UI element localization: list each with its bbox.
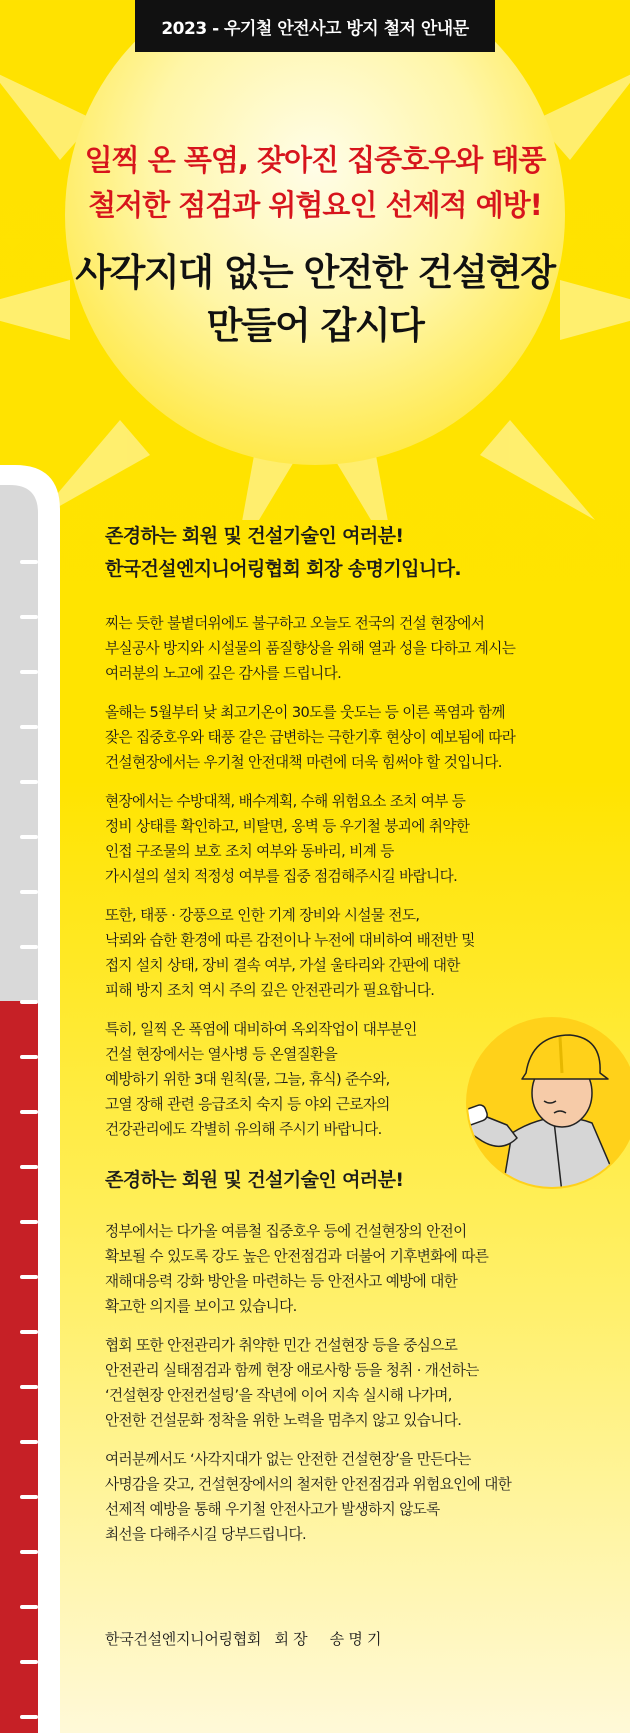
- text-line: 피해 방지 조치 역시 주의 깊은 안전관리가 필요합니다.: [105, 982, 435, 999]
- text-line: 확고한 의지를 보이고 있습니다.: [105, 1298, 297, 1315]
- text-line: 올해는 5월부터 낮 최고기온이 30도를 웃도는 등 이른 폭염과 함께: [105, 704, 505, 721]
- headline-red-line1: 일찍 온 폭염, 잦아진 집중호우와 태풍: [84, 143, 546, 177]
- signature: 한국건설엔지니어링협회 회 장 송 명 기: [105, 1630, 382, 1648]
- paragraph-request: [105, 1447, 595, 1547]
- text-line: 또한, 태풍 · 강풍으로 인한 기계 장비와 시설물 전도,: [105, 907, 420, 924]
- text-line: 현장에서는 수방대책, 배수계획, 수해 위험요소 조치 여부 등: [105, 793, 466, 810]
- thermometer-tick: [20, 1000, 38, 1004]
- text-line: 특히, 일찍 온 폭염에 대비하여 옥외작업이 대부분인: [105, 1021, 417, 1038]
- thermometer-tick: [20, 1110, 38, 1114]
- text-line: 여러분께서도 ‘사각지대가 없는 안전한 건설현장’을 만든다는: [105, 1451, 471, 1468]
- text-line: 정비 상태를 확인하고, 비탈면, 옹벽 등 우기철 붕괴에 취약한: [105, 818, 470, 835]
- thermometer-tick: [20, 1330, 38, 1334]
- headline-black-line2: 만들어 갑시다: [206, 304, 424, 347]
- paragraph-heatwave: [105, 700, 595, 775]
- thermometer-tick: [20, 780, 38, 784]
- text-line: 건설 현장에서는 열사병 등 온열질환을: [105, 1046, 338, 1063]
- thermometer-tick: [20, 560, 38, 564]
- text-line: 확보될 수 있도록 강도 높은 안전점검과 더불어 기후변화에 따른: [105, 1248, 489, 1265]
- thermometer-tick: [20, 945, 38, 949]
- text-line: 인접 구조물의 보호 조치 여부와 동바리, 비계 등: [105, 843, 394, 860]
- greeting-line2: 한국건설엔지니어링협회 회장 송명기입니다.: [105, 558, 461, 580]
- greeting-line1: 존경하는 회원 및 건설기술인 여러분!: [105, 525, 404, 547]
- text-line: 건강관리에도 각별히 유의해 주시기 바랍니다.: [105, 1121, 382, 1138]
- headline-red-line2: 철저한 점검과 위험요인 선제적 예방!: [88, 188, 542, 222]
- thermometer-tick: [20, 890, 38, 894]
- greeting-line: 존경하는 회원 및 건설기술인 여러분!: [105, 1169, 404, 1191]
- text-line: 건설현장에서는 우기철 안전대책 마련에 더욱 힘써야 할 것입니다.: [105, 754, 502, 771]
- thermometer-tick: [20, 1495, 38, 1499]
- paragraph-association: [105, 1333, 595, 1433]
- thermometer-tick: [20, 1550, 38, 1554]
- greeting-block: [105, 520, 595, 586]
- thermometer-tick: [20, 1220, 38, 1224]
- text-line: 예방하기 위한 3대 원칙(물, 그늘, 휴식) 준수와,: [105, 1071, 390, 1088]
- thermometer-tick: [20, 1440, 38, 1444]
- paragraph-government: [105, 1219, 595, 1319]
- text-line: 부실공사 방지와 시설물의 품질향상을 위해 열과 성을 다하고 계시는: [105, 640, 516, 657]
- thermometer-tick: [20, 1660, 38, 1664]
- thermometer-tick: [20, 1275, 38, 1279]
- thermometer-tick: [20, 670, 38, 674]
- paragraph-inspection: [105, 789, 595, 889]
- thermometer-tick: [20, 1055, 38, 1059]
- headline-black-line1: 사각지대 없는 안전한 건설현장: [75, 251, 555, 294]
- text-line: ‘건설현장 안전컨설팅’을 작년에 이어 지속 실시해 나가며,: [105, 1387, 452, 1404]
- thermometer-tick: [20, 1165, 38, 1169]
- notice-banner: 2023 - 우기철 안전사고 방지 철저 안내문: [135, 0, 495, 52]
- text-line: 여러분의 노고에 깊은 감사를 드립니다.: [105, 665, 342, 682]
- text-line: 낙뢰와 습한 환경에 따른 감전이나 누전에 대비하여 배전반 및: [105, 932, 475, 949]
- thermometer-tick: [20, 1605, 38, 1609]
- thermometer-tick: [20, 615, 38, 619]
- text-line: 선제적 예방을 통해 우기철 안전사고가 발생하지 않도록: [105, 1501, 440, 1518]
- text-line: 잦은 집중호우와 태풍 같은 급변하는 극한기후 현상이 예보됨에 따라: [105, 729, 516, 746]
- text-line: 가시설의 설치 적정성 여부를 집중 점검해주시길 바랍니다.: [105, 868, 458, 885]
- text-line: 협회 또한 안전관리가 취약한 민간 건설현장 등을 중심으로: [105, 1337, 458, 1354]
- text-line: 고열 장해 관련 응급조치 숙지 등 야외 근로자의: [105, 1096, 390, 1113]
- text-line: 정부에서는 다가올 여름철 집중호우 등에 건설현장의 안전이: [105, 1223, 467, 1240]
- thermometer-tick: [20, 835, 38, 839]
- text-line: 안전관리 실태점검과 함께 현장 애로사항 등을 청취 · 개선하는: [105, 1362, 479, 1379]
- text-line: 사명감을 갖고, 건설현장에서의 철저한 안전점검과 위험요인에 대한: [105, 1476, 512, 1493]
- paragraph-typhoon: [105, 903, 595, 1003]
- paragraph-gratitude: [105, 611, 595, 686]
- heat-stressed-worker-icon: [462, 1013, 630, 1193]
- text-line: 찌는 듯한 불볕더위에도 불구하고 오늘도 전국의 건설 현장에서: [105, 615, 485, 632]
- thermometer-tick: [20, 1715, 38, 1719]
- text-line: 안전한 건설문화 정착을 위한 노력을 멈추지 않고 있습니다.: [105, 1412, 462, 1429]
- text-line: 접지 설치 상태, 장비 결속 여부, 가설 울타리와 간판에 대한: [105, 957, 460, 974]
- text-line: 최선을 다해주시길 당부드립니다.: [105, 1526, 307, 1543]
- thermometer-tick: [20, 1385, 38, 1389]
- thermometer-tick: [20, 725, 38, 729]
- text-line: 재해대응력 강화 방안을 마련하는 등 안전사고 예방에 대한: [105, 1273, 458, 1290]
- thermometer-icon: [0, 465, 62, 1733]
